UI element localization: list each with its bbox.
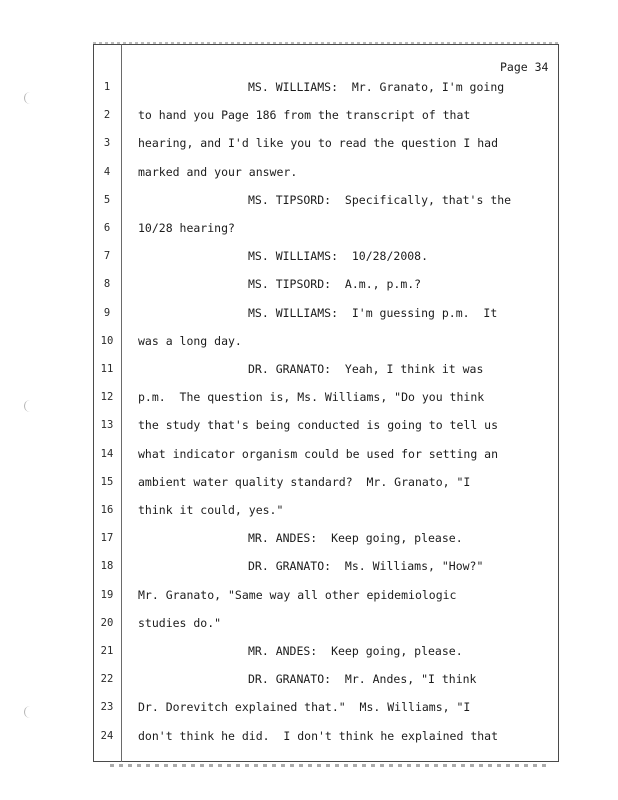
line-number: 4 [103, 165, 111, 178]
transcript-line [0, 162, 618, 182]
transcript-line [0, 697, 618, 717]
line-text: was a long day. [138, 333, 242, 348]
line-number: 13 [100, 419, 114, 432]
line-text: MS. WILLIAMS: 10/28/2008. [248, 249, 429, 264]
line-text: ambient water quality standard? Mr. Granato, "I [138, 474, 471, 489]
line-text: Mr. Granato, "Same way all other epidemiologic [138, 587, 457, 602]
line-number: 9 [103, 306, 111, 319]
line-text: MR. ANDES: Keep going, please. [248, 531, 463, 546]
transcript-line [0, 415, 618, 435]
line-text: DR. GRANATO: Mr. Andes, "I think [248, 672, 477, 687]
line-number: 20 [100, 616, 114, 629]
line-text: MS. WILLIAMS: I'm guessing p.m. It [248, 305, 498, 320]
transcript-line [0, 613, 618, 633]
line-number: 16 [100, 504, 114, 516]
line-number: 24 [100, 729, 114, 742]
transcript-line [0, 641, 618, 661]
transcript-line [0, 669, 618, 689]
line-text: Dr. Dorevitch explained that." Ms. Williams, "I [138, 700, 471, 715]
line-number: 19 [100, 588, 114, 601]
line-number: 11 [100, 363, 114, 375]
line-text: 10/28 hearing? [138, 221, 235, 235]
transcript-line [0, 190, 618, 210]
line-number: 6 [103, 222, 111, 234]
transcript-line [0, 726, 618, 746]
transcript-line [0, 585, 618, 605]
line-text: marked and your answer. [138, 164, 298, 179]
line-text: p.m. The question is, Ms. Williams, "Do you think [138, 390, 485, 405]
line-text: MR. ANDES: Keep going, please. [248, 644, 463, 658]
line-number: 18 [100, 560, 114, 573]
transcript-line [0, 133, 618, 153]
line-number: 10 [100, 334, 114, 347]
line-text: MS. TIPSORD: Specifically, that's the [248, 192, 512, 207]
line-number: 5 [103, 193, 111, 206]
line-text: don't think he did. I don't think he explained that [138, 728, 499, 743]
transcript-line [0, 246, 618, 266]
line-number: 8 [103, 278, 111, 291]
line-text: hearing, and I'd like you to read the question I had [138, 136, 499, 151]
line-text: think it could, yes." [138, 503, 284, 517]
line-text: to hand you Page 186 from the transcript of that [138, 108, 471, 123]
transcript-line [0, 444, 618, 464]
transcript-line [0, 500, 618, 520]
transcript-line [0, 274, 618, 294]
line-number: 3 [103, 137, 111, 150]
line-number: 1 [103, 81, 111, 93]
page-number: Page 34 [500, 60, 549, 74]
transcript-line [0, 218, 618, 238]
line-number: 23 [100, 701, 114, 714]
line-text: DR. GRANATO: Yeah, I think it was [248, 362, 484, 376]
line-number: 21 [100, 645, 114, 657]
line-text: MS. WILLIAMS: Mr. Granato, I'm going [248, 80, 505, 94]
line-number: 17 [100, 532, 114, 545]
transcript-line [0, 359, 618, 379]
transcript-line [0, 331, 618, 351]
line-text: what indicator organism could be used for setting an [138, 446, 499, 461]
transcript-line [0, 387, 618, 407]
transcript-line [0, 528, 618, 548]
transcript-line [0, 303, 618, 323]
line-number: 22 [100, 673, 114, 686]
line-number: 15 [100, 475, 114, 488]
transcript-line [0, 556, 618, 576]
line-number: 12 [100, 391, 114, 404]
line-number: 2 [103, 109, 111, 122]
transcript-line [0, 105, 618, 125]
line-text: the study that's being conducted is going to tell us [138, 418, 499, 433]
line-text: MS. TIPSORD: A.m., p.m.? [248, 277, 422, 292]
transcript-line [0, 77, 618, 97]
line-text: DR. GRANATO: Ms. Williams, "How?" [248, 559, 484, 574]
line-number: 14 [100, 447, 114, 460]
line-text: studies do." [138, 615, 222, 630]
line-number: 7 [103, 250, 111, 263]
transcript-line [0, 472, 618, 492]
